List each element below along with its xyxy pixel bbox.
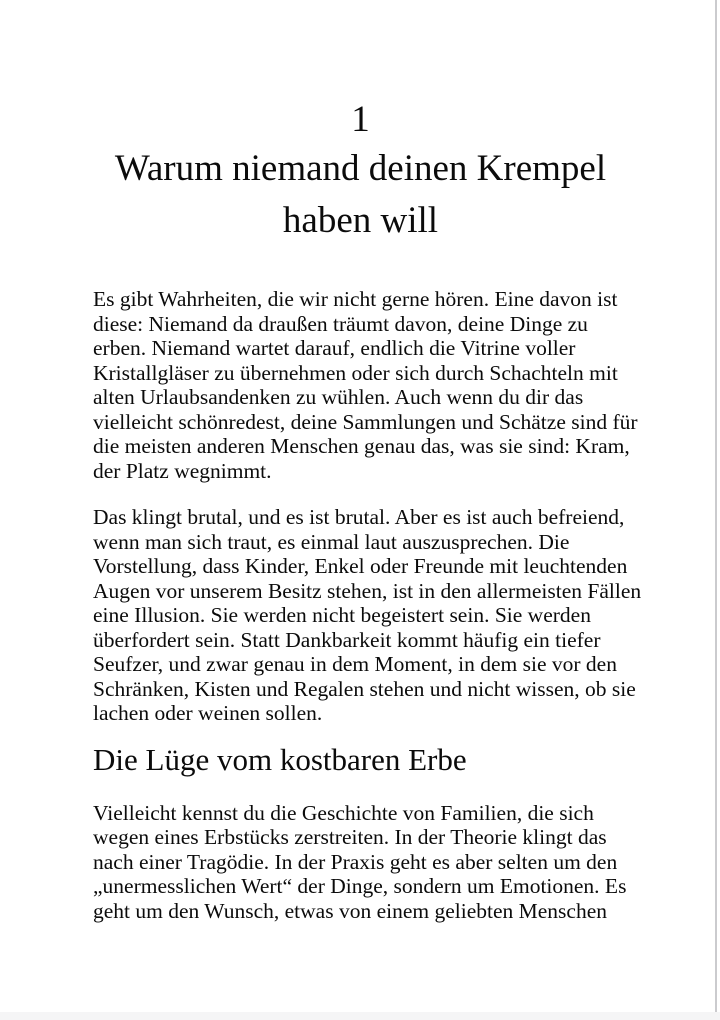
page-edge-line [715, 0, 717, 1020]
text-line: der Platz wegnimmt. [93, 458, 272, 483]
text-line: erben. Niemand wartet darauf, endlich die Vitrine voller [93, 336, 576, 360]
text-line: Das klingt brutal, und es ist brutal. Aber es ist auch befreiend, [93, 505, 625, 529]
text-line: Vielleicht kennst du die Geschichte von Familien, die sich [93, 800, 594, 825]
text-line: Schränken, Kisten und Regalen stehen und nicht wissen, ob sie [93, 676, 636, 701]
text-line: Augen vor unserem Besitz stehen, ist in den allermeisten Fällen [93, 578, 642, 603]
text-line: Seufzer, und zwar genau in dem Moment, in dem sie vor den [93, 652, 617, 676]
text-line: Es gibt Wahrheiten, die wir nicht gerne hören. Eine davon ist [93, 287, 618, 311]
text-line: überfordert sein. Statt Dankbarkeit kommt häufig ein tiefer [93, 627, 601, 652]
paragraph [93, 801, 628, 924]
text-line: Kristallgläser zu übernehmen oder sich durch Schachteln mit [93, 360, 618, 385]
text-line: lachen oder weinen sollen. [93, 701, 323, 725]
text-line: vielleicht schönredest, deine Sammlungen und Schätze sind für [93, 409, 638, 434]
page-bottom-strip [0, 1012, 720, 1020]
text-line: geht um den Wunsch, etwas von einem geliebten Menschen [93, 898, 608, 923]
paragraph [93, 505, 642, 726]
chapter-number: 1 [351, 99, 370, 140]
text-line: nach einer Tragödie. In der Praxis geht es aber selten um den [93, 849, 618, 874]
chapter-title-line: haben will [282, 200, 439, 241]
text-line: wenn man sich traut, es einmal laut auszusprechen. Die [93, 529, 570, 554]
text-line: alten Urlaubsandenken zu wühlen. Auch wenn du dir das [93, 385, 584, 409]
text-line: Vorstellung, dass Kinder, Enkel oder Freunde mit leuchtenden [93, 554, 628, 578]
chapter-title-line: Warum niemand deinen Krempel [114, 148, 607, 189]
page-content [93, 97, 642, 923]
text-line: wegen eines Erbstücks zerstreiten. In der Theorie klingt das [93, 825, 607, 849]
text-line: eine Illusion. Sie werden nicht begeistert sein. Sie werden [93, 603, 591, 627]
text-line: diese: Niemand da draußen träumt davon, deine Dinge zu [93, 311, 588, 336]
paragraph [93, 287, 638, 483]
section-heading: Die Lüge vom kostbaren Erbe [93, 741, 467, 777]
chapter-title [93, 143, 628, 247]
text-line: „unermesslichen Wert“ der Dinge, sondern um Emotionen. Es [93, 874, 627, 898]
text-line: die meisten anderen Menschen genau das, was sie sind: Kram, [93, 434, 630, 458]
